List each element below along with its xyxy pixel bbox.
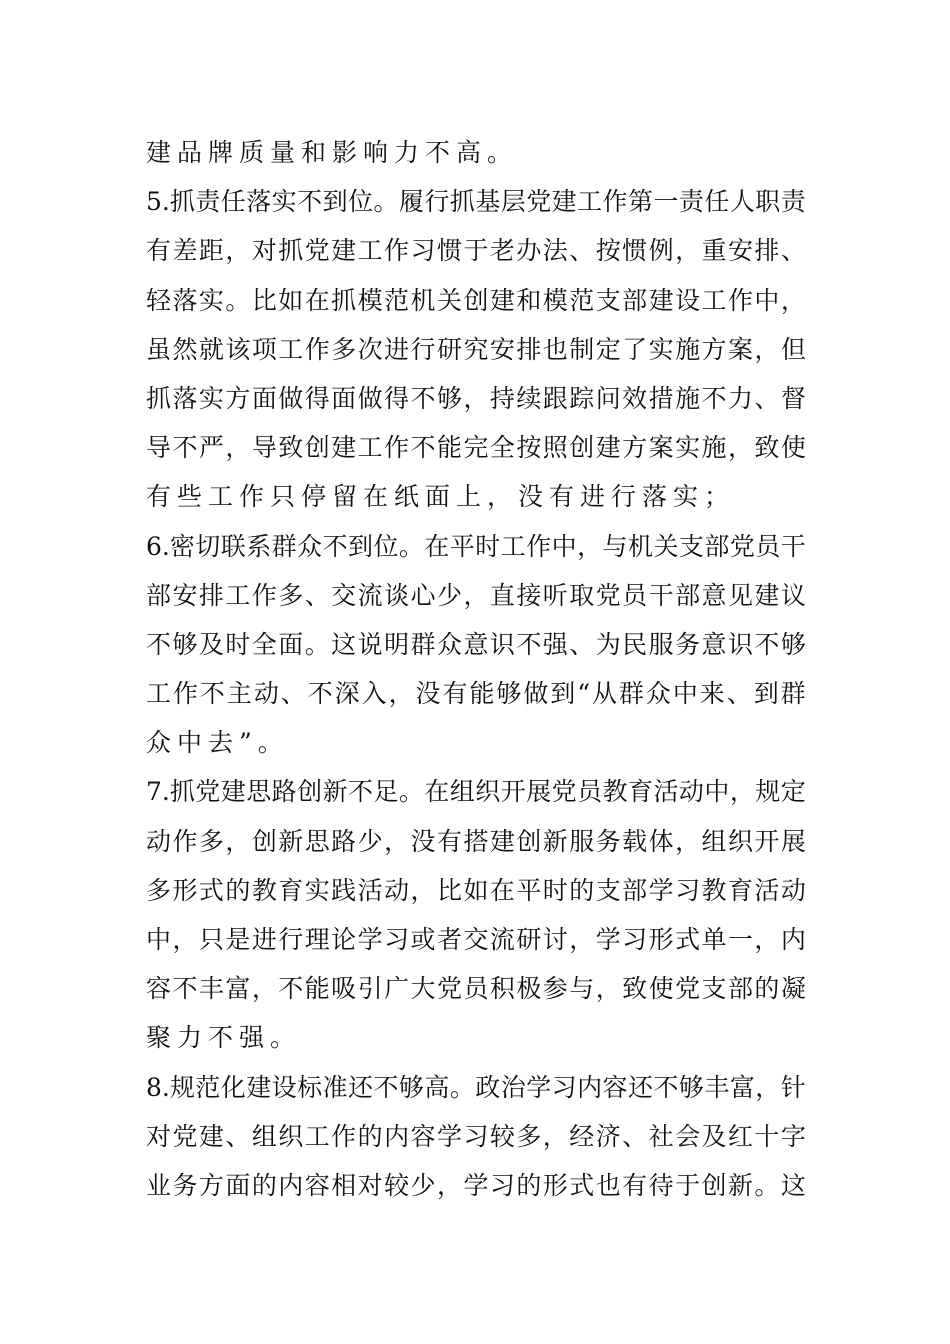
text-line: 虽 然 就 该 项 工 作 多 次 进 行 研 究 安 排 也 制 定 了 实 施 方 案 ， 但 bbox=[146, 334, 806, 364]
document-body bbox=[146, 128, 806, 1210]
text-line: 7.抓 党 建 思 路 创 新 不 足 。 在 组 织 开 展 党 员 教 育 活 动 中 ， 规 定 bbox=[146, 777, 806, 807]
text-line: 8.规 范 化 建 设 标 准 还 不 够 高 。 政 治 学 习 内 容 还 不 够 丰 富 ， 针 bbox=[146, 1072, 806, 1102]
text-line: 聚力不强。 bbox=[146, 1023, 302, 1053]
text-line: 不 够 及 时 全 面 。 这 说 明 群 众 意 识 不 强 、 为 民 服 务 意 识 不 够 bbox=[146, 629, 806, 659]
text-line: 部 安 排 工 作 多 、 交 流 谈 心 少 ， 直 接 听 取 党 员 干 部 意 见 建 议 bbox=[146, 580, 806, 610]
text-line: 众中去”。 bbox=[146, 728, 289, 758]
text-line: 业 务 方 面 的 内 容 相 对 较 少 ， 学 习 的 形 式 也 有 待 于 创 新 。 这 bbox=[146, 1170, 806, 1200]
text-line: 5.抓 责 任 落 实 不 到 位 。 履 行 抓 基 层 党 建 工 作 第 一 责 任 人 职 责 bbox=[146, 187, 806, 217]
text-line: 动 作 多 ， 创 新 思 路 少 ， 没 有 搭 建 创 新 服 务 载 体 ， 组 织 开 展 bbox=[146, 826, 806, 856]
text-line: 容 不 丰 富 ， 不 能 吸 引 广 大 党 员 积 极 参 与 ， 致 使 党 支 部 的 凝 bbox=[146, 974, 806, 1004]
text-line: 多 形 式 的 教 育 实 践 活 动 ， 比 如 在 平 时 的 支 部 学 习 教 育 活 动 bbox=[146, 875, 806, 905]
text-line: 有 差 距 ， 对 抓 党 建 工 作 习 惯 于 老 办 法 、 按 惯 例 ， 重 安 排 、 bbox=[146, 236, 806, 266]
text-line: 有些工作只停留在纸面上，没有进行落实； bbox=[146, 482, 736, 512]
text-line: 工 作 不 主 动 、 不 深 入 ， 没 有 能 够 做 到 “ 从 群 众 中 来 、 到 群 bbox=[146, 679, 806, 709]
text-line: 建品牌质量和影响力不高。 bbox=[146, 138, 519, 167]
text-line: 6.密 切 联 系 群 众 不 到 位 。 在 平 时 工 作 中 ， 与 机 关 支 部 党 员 干 bbox=[146, 531, 806, 561]
text-line: 导 不 严 ， 导 致 创 建 工 作 不 能 完 全 按 照 创 建 方 案 实 施 ， 致 使 bbox=[146, 433, 806, 463]
text-line: 对 党 建 、 组 织 工 作 的 内 容 学 习 较 多 ， 经 济 、 社 会 及 红 十 字 bbox=[146, 1121, 806, 1151]
text-line: 轻 落 实 。 比 如 在 抓 模 范 机 关 创 建 和 模 范 支 部 建 设 工 作 中 ， bbox=[146, 285, 806, 315]
text-line: 抓 落 实 方 面 做 得 面 做 得 不 够 ， 持 续 跟 踪 问 效 措 施 不 力 、 督 bbox=[146, 383, 806, 413]
text-line: 中 ， 只 是 进 行 理 论 学 习 或 者 交 流 研 讨 ， 学 习 形 式 单 一 ， 内 bbox=[146, 925, 806, 954]
